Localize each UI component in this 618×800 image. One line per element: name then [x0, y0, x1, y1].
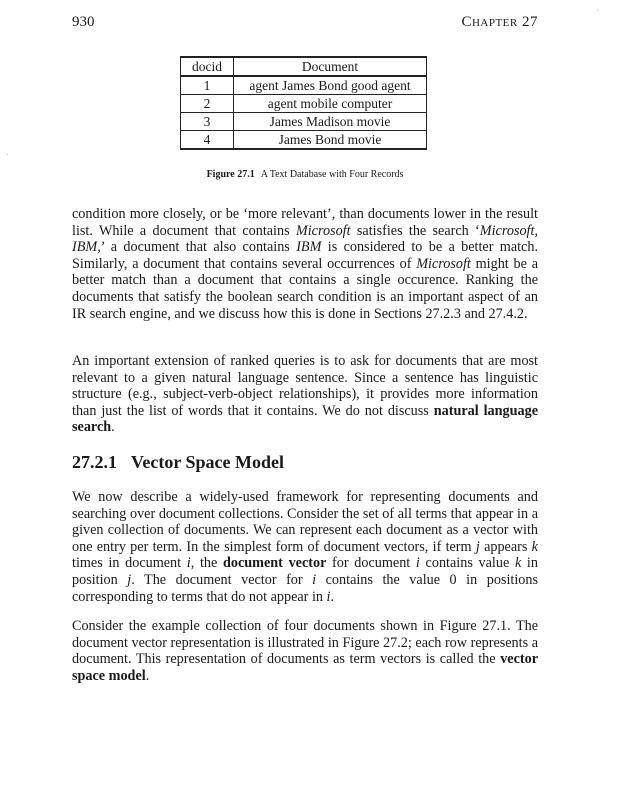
text-run-italic: Microsoft, IBM,: [72, 222, 538, 256]
text-run-italic: i: [312, 571, 317, 588]
text-run: satisfies the search ‘: [350, 222, 480, 239]
text-run: times in document: [72, 555, 187, 572]
text-run: condition more closely, or be ‘more relevant’, than documents lower in the result list. While a document that contains: [72, 206, 538, 239]
text-run-italic: k: [514, 555, 522, 572]
text-run-italic: Microsoft: [416, 255, 471, 272]
section-heading: [72, 452, 538, 473]
docid-cell: 4: [181, 131, 234, 150]
text-run-italic: i: [186, 555, 191, 572]
text-run: , the: [190, 555, 223, 572]
text-run: .: [330, 588, 335, 605]
paragraph-ranking: [72, 206, 538, 322]
table-row: [181, 95, 427, 113]
chapter-label: Chapter 27: [461, 14, 538, 30]
text-run-italic: IBM: [296, 239, 322, 256]
section-number: 27.2.1: [72, 452, 117, 472]
text-run-italic: Microsoft: [295, 222, 351, 239]
paragraph-natural-language: [72, 353, 538, 436]
docid-cell: 3: [181, 113, 234, 131]
scan-mark: ·: [6, 150, 10, 161]
table-row: [181, 76, 427, 95]
section-title: Vector Space Model: [131, 452, 284, 472]
column-header-document: Document: [234, 57, 427, 76]
document-cell: agent mobile computer: [234, 95, 427, 113]
text-run-bold: natural language search: [72, 402, 539, 436]
text-run: .: [111, 419, 115, 436]
text-run-italic: j: [127, 571, 132, 588]
text-run: appears: [479, 538, 532, 555]
text-run: ’ a document that also contains: [100, 239, 297, 256]
paragraph-vector-space: [72, 489, 538, 605]
table-row: [181, 113, 427, 131]
text-run: Consider the example collection of four documents shown in Figure 27.1. The document vector representation is illustrated in Figure 27.2; each row represents a document. This representation of documents as term vectors is called the: [72, 618, 538, 668]
text-run-italic: i: [326, 588, 331, 605]
table-row: [181, 131, 427, 150]
column-header-docid: docid: [181, 57, 234, 76]
scan-mark: ·: [596, 6, 600, 17]
docid-cell: 2: [181, 95, 234, 113]
page-number: 930: [72, 14, 95, 30]
text-run: might be a better match than a document that contains a single occurence. Ranking the documents that satisfy the boolean search condition is an important aspect of an IR search engine, and we discuss how this is done in Sections 27.2.3 and 27.4.2.: [72, 255, 538, 322]
text-run-italic: k: [531, 538, 538, 555]
document-table: [180, 56, 427, 150]
docid-cell: 1: [181, 76, 234, 95]
text-run-italic: j: [475, 538, 480, 555]
text-run: An important extension of ranked queries is to ask for documents that are most relevant to a given natural language sentence. Since a sentence has linguistic structure (e.g., subject-verb-object relationships), it provides more information than just the list of words that it contains. We do not discuss: [72, 353, 538, 419]
document-cell: James Bond movie: [234, 131, 427, 150]
text-run: . The document vector for: [131, 571, 313, 588]
text-run: in position: [72, 555, 538, 588]
figure-caption: [72, 169, 538, 180]
paragraph-example: [72, 618, 538, 684]
text-run-bold: document vector: [222, 555, 327, 572]
page-header: [72, 14, 538, 36]
table-header-row: [181, 57, 427, 76]
text-run-italic: i: [415, 555, 420, 572]
figure-label: Figure 27.1: [206, 169, 255, 180]
text-run: for document: [326, 555, 416, 572]
text-run-bold: vector space model: [72, 651, 538, 684]
text-run: .: [145, 667, 150, 684]
text-run: contains value: [419, 555, 515, 572]
figure-caption-text: A Text Database with Four Records: [260, 169, 404, 180]
document-cell: James Madison movie: [234, 113, 427, 131]
text-run: is considered to be a better match. Similarly, a document that contains several occurrences of: [72, 239, 538, 272]
text-run: We now describe a widely-used framework for representing documents and searching over document collections. Consider the set of all terms that appear in a given collection of documents. We can represent each document as a vector with one entry per term. In the simplest form of document vectors, if term: [72, 489, 538, 555]
document-cell: agent James Bond good agent: [234, 76, 427, 95]
text-run: contains the value 0 in positions corresponding to terms that do not appear in: [72, 571, 538, 605]
